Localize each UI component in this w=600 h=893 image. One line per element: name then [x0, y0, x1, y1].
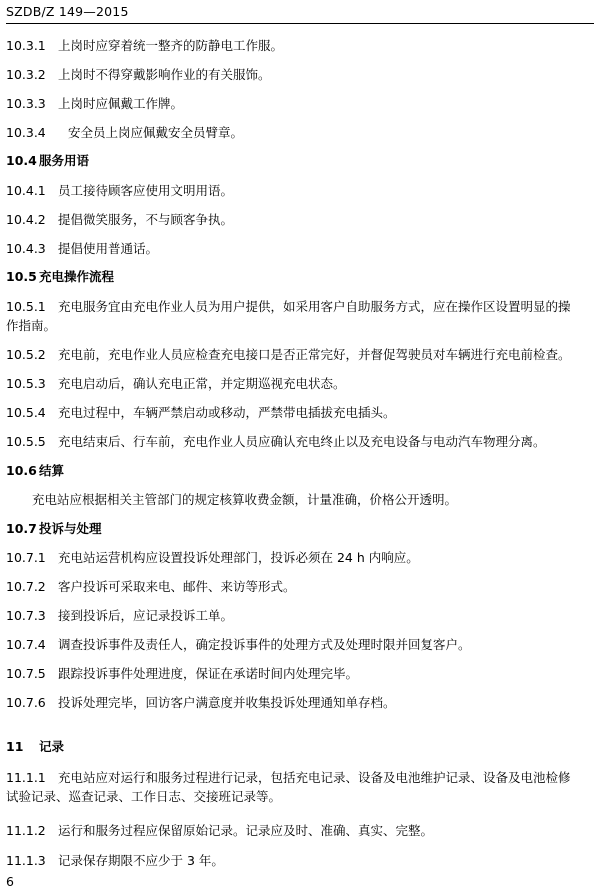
clause-text: 上岗时应穿着统一整齐的防静电工作服。: [58, 38, 284, 53]
clause-number: 10.7.2: [6, 579, 46, 594]
clause-number: 11.1.2: [6, 823, 46, 838]
page-header: [6, 4, 594, 24]
clause-text: 调查投诉事件及责任人，确定投诉事件的处理方式及处理时限并回复客户。: [58, 637, 471, 652]
clause-text-line2: 试验记录、巡查记录、工作日志、交接班记录等。: [6, 789, 282, 804]
clause-text: 提倡使用普通话。: [58, 241, 159, 256]
clause-10-7-1: [6, 548, 594, 567]
clause-text: 上岗时不得穿戴影响作业的有关服饰。: [58, 67, 271, 82]
clause-number: 10.4.1: [6, 183, 46, 198]
section-heading-10-4: [6, 151, 594, 170]
clause-number: 10.3.4: [6, 125, 46, 140]
paragraph-settlement: [32, 490, 594, 509]
clause-10-4-2: [6, 210, 594, 229]
clause-number: 10.3.1: [6, 38, 46, 53]
clause-text: 员工接待顾客应使用文明用语。: [58, 183, 234, 198]
section-heading-11: [6, 737, 594, 756]
clause-10-4-1: [6, 181, 594, 200]
clause-11-1-1: [6, 768, 594, 787]
clause-text: 提倡微笑服务，不与顾客争执。: [58, 212, 234, 227]
clause-number: 10.5.1: [6, 299, 46, 314]
section-number: 10.5: [6, 269, 37, 284]
section-title: 结算: [39, 463, 65, 478]
paragraph-text: 充电站应根据相关主管部门的规定核算收费金额，计量准确，价格公开透明。: [32, 492, 458, 507]
clause-number: 10.3.3: [6, 96, 46, 111]
clause-text: 充电前，充电作业人员应检查充电接口是否正常完好，并督促驾驶员对车辆进行充电前检查。: [58, 347, 571, 362]
section-heading-10-5: [6, 267, 594, 286]
clause-text: 安全员上岗应佩戴安全员臂章。: [68, 125, 244, 140]
clause-11-1-3: [6, 851, 594, 870]
section-title: 记录: [39, 739, 65, 754]
clause-text: 运行和服务过程应保留原始记录。记录应及时、准确、真实、完整。: [58, 823, 434, 838]
page-number: 6: [6, 874, 14, 889]
clause-number: 10.5.2: [6, 347, 46, 362]
clause-text: 客户投诉可采取来电、邮件、来访等形式。: [58, 579, 296, 594]
clause-text-line1: 充电服务宜由充电作业人员为用户提供，如采用客户自助服务方式，应在操作区设置明显的操: [58, 299, 571, 314]
clause-text: 接到投诉后，应记录投诉工单。: [58, 608, 234, 623]
clause-10-7-5: [6, 664, 594, 683]
clause-10-3-4: [6, 123, 594, 142]
section-heading-10-6: [6, 461, 594, 480]
section-title: 投诉与处理: [39, 521, 102, 536]
clause-number: 10.7.3: [6, 608, 46, 623]
clause-10-5-4: [6, 403, 594, 422]
section-heading-10-7: [6, 519, 594, 538]
clause-10-7-2: [6, 577, 594, 596]
section-number: 10.7: [6, 521, 37, 536]
clause-number: 10.4.2: [6, 212, 46, 227]
clause-number: 10.7.4: [6, 637, 46, 652]
section-title: 服务用语: [39, 153, 90, 168]
clause-10-7-3: [6, 606, 594, 625]
section-title: 充电操作流程: [39, 269, 115, 284]
clause-10-7-6: [6, 693, 594, 712]
clause-11-1-2: [6, 821, 594, 840]
clause-number: 10.5.3: [6, 376, 46, 391]
standard-id: SZDB/Z 149—2015: [6, 4, 129, 19]
section-number: 10.6: [6, 463, 37, 478]
section-number: 10.4: [6, 153, 37, 168]
clause-number: 10.7.1: [6, 550, 46, 565]
clause-text: 上岗时应佩戴工作牌。: [58, 96, 184, 111]
clause-10-5-1-continued: [6, 316, 594, 335]
clause-text: 充电启动后，确认充电正常，并定期巡视充电状态。: [58, 376, 346, 391]
clause-number: 10.4.3: [6, 241, 46, 256]
clause-text: 充电过程中，车辆严禁启动或移动，严禁带电插拔充电插头。: [58, 405, 396, 420]
clause-10-5-2: [6, 345, 594, 364]
clause-10-5-5: [6, 432, 594, 451]
clause-number: 10.5.5: [6, 434, 46, 449]
clause-text: 投诉处理完毕，回访客户满意度并收集投诉处理通知单存档。: [58, 695, 396, 710]
clause-text: 跟踪投诉事件处理进度，保证在承诺时间内处理完毕。: [58, 666, 359, 681]
clause-10-4-3: [6, 239, 594, 258]
clause-number: 10.3.2: [6, 67, 46, 82]
clause-text-line2: 作指南。: [6, 318, 57, 333]
clause-number: 11.1.3: [6, 853, 46, 868]
clause-number: 10.5.4: [6, 405, 46, 420]
clause-number: 10.7.6: [6, 695, 46, 710]
clause-text: 充电结束后、行车前，充电作业人员应确认充电终止以及充电设备与电动汽车物理分离。: [58, 434, 546, 449]
clause-text: 充电站运营机构应设置投诉处理部门，投诉必须在 24 h 内响应。: [58, 550, 419, 565]
clause-number: 10.7.5: [6, 666, 46, 681]
clause-10-3-3: [6, 94, 594, 113]
clause-10-3-2: [6, 65, 594, 84]
clause-text-line1: 充电站应对运行和服务过程进行记录，包括充电记录、设备及电池维护记录、设备及电池检修: [58, 770, 571, 785]
clause-number: 11.1.1: [6, 770, 46, 785]
section-number: 11: [6, 739, 24, 754]
clause-10-3-1: [6, 36, 594, 55]
clause-text: 记录保存期限不应少于 3 年。: [58, 853, 224, 868]
clause-10-5-3: [6, 374, 594, 393]
clause-10-7-4: [6, 635, 594, 654]
clause-11-1-1-continued: [6, 787, 594, 806]
clause-10-5-1: [6, 297, 594, 316]
